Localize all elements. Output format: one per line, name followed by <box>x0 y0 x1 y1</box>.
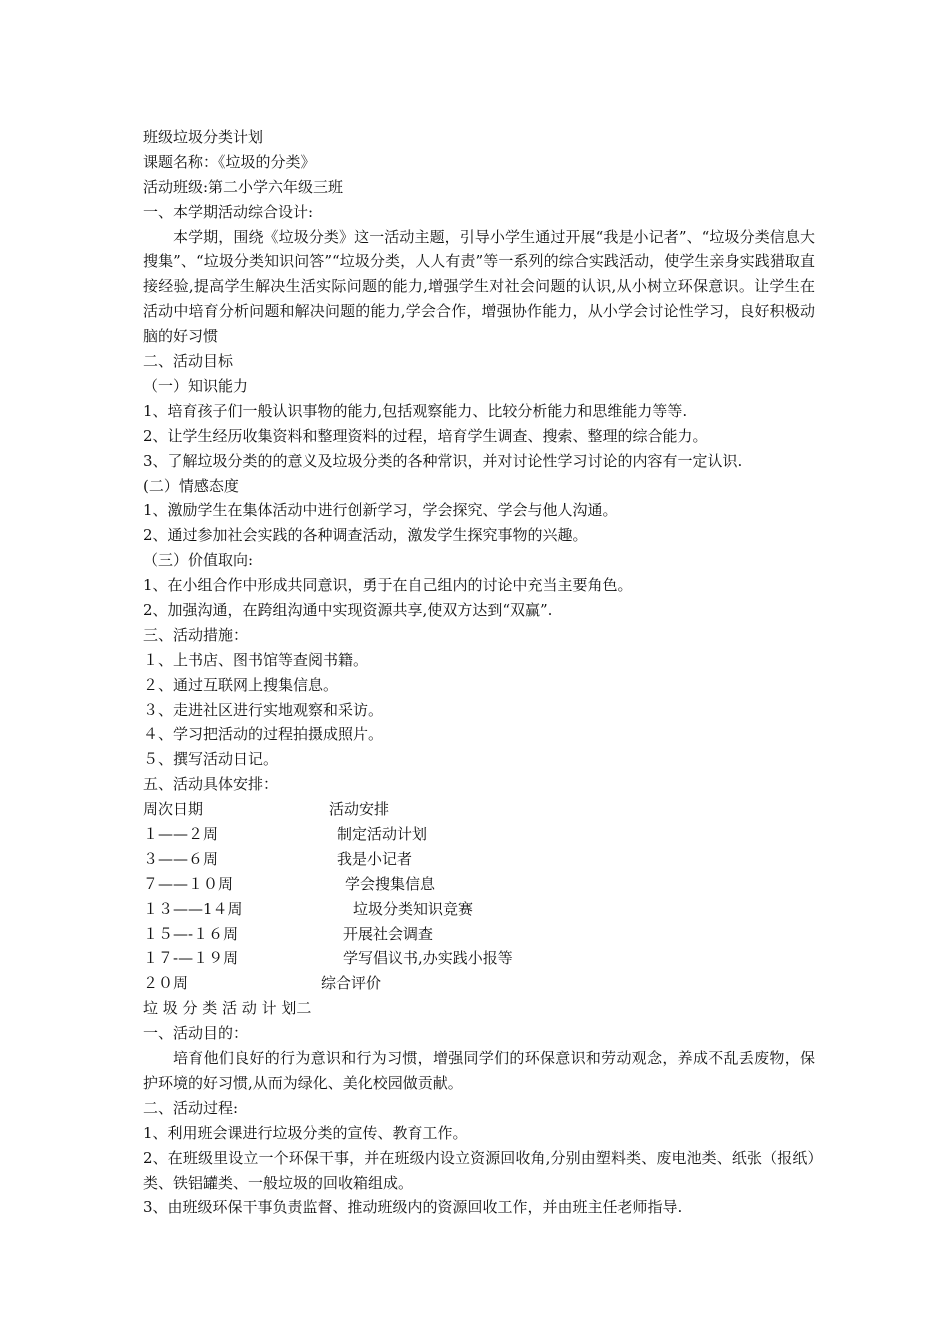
plan-2-title: 垃 圾 分 类 活 动 计 划二 <box>143 999 312 1018</box>
schedule-week: １３——1４周 <box>143 899 243 918</box>
process-item: 2、在班级里设立一个环保干事，并在班级内设立资源回收角,分别由塑料类、废电池类、纸张（报纸）类、铁铝罐类、一般垃圾的回收箱组成。 <box>143 1148 815 1192</box>
goal-1-heading: （一）知识能力 <box>143 376 249 395</box>
class-line: 活动班级:第二小学六年级三班 <box>143 177 344 196</box>
schedule-row <box>143 872 815 897</box>
measure-item: ３、走进社区进行实地观察和采访。 <box>143 700 384 719</box>
measure-item: ２、通过互联网上搜集信息。 <box>143 675 339 694</box>
schedule-row <box>143 971 815 996</box>
section-3-heading: 三、活动措施： <box>143 625 249 644</box>
schedule-activity: 我是小记者 <box>337 849 413 868</box>
schedule-week: １７-—１９周 <box>143 949 239 968</box>
measure-item: ５、撰写活动日记。 <box>143 750 279 769</box>
schedule-week: １——２周 <box>143 825 219 844</box>
goal-3-heading: （三）价值取向: <box>143 551 254 570</box>
plan-2-section-1-paragraph: 培育他们良好的行为意识和行为习惯，增强同学们的环保意识和劳动观念，养成不乱丢废物，保护环境的好习惯,从而为绿化、美化校园做贡献。 <box>143 1049 815 1092</box>
schedule-row <box>143 822 815 847</box>
document-title: 班级垃圾分类计划 <box>143 128 264 146</box>
document-body <box>143 125 815 1220</box>
goal-2-heading: (二）情感态度 <box>143 476 239 495</box>
goal-1-item: 3、了解垃圾分类的的意义及垃圾分类的各种常识，并对讨论性学习讨论的内容有一定认识. <box>143 451 743 470</box>
schedule-row <box>143 897 815 922</box>
measure-item: １、上书店、图书馆等查阅书籍。 <box>143 650 369 669</box>
schedule-week: ３——６周 <box>143 849 219 868</box>
schedule-row <box>143 946 815 971</box>
schedule-activity: 垃圾分类知识竞赛 <box>353 899 474 918</box>
schedule-week: ２０周 <box>143 974 189 993</box>
goal-2-item: 2、通过参加社会实践的各种调查活动，激发学生探究事物的兴趣。 <box>143 526 588 545</box>
subject-line: 课题名称：《垃圾的分类》 <box>143 152 316 171</box>
schedule-week: ７——１０周 <box>143 874 234 893</box>
goal-1-item: 2、让学生经历收集资料和整理资料的过程，培育学生调查、搜索、整理的综合能力。 <box>143 426 708 445</box>
schedule-activity: 开展社会调查 <box>343 924 434 943</box>
measure-item: ４、学习把活动的过程拍摄成照片。 <box>143 725 384 744</box>
schedule-week: １５—-１６周 <box>143 924 239 943</box>
schedule-activity-header: 活动安排 <box>329 800 390 819</box>
section-5-heading: 五、活动具体安排： <box>143 775 279 794</box>
schedule-week-header: 周次日期 <box>143 800 204 819</box>
section-1-heading: 一、本学期活动综合设计: <box>143 202 314 221</box>
goal-1-item: 1、培育孩子们一般认识事物的能力,包括观察能力、比较分析能力和思维能力等等. <box>143 401 688 420</box>
schedule-row <box>143 922 815 947</box>
section-1-paragraph: 本学期，围绕《垃圾分类》这一活动主题，引导小学生通过开展“我是小记者”、“垃圾分类信息大搜集”、“垃圾分类知识问答”“垃圾分类，人人有责”等一系列的综合实践活动，使学生亲身实践猎取直接经验,提高学生解决生活实际问题的能力,增强学生对社会问题的认识,从小树立环保意识。让学生在活动中培育分析问题和解决问题的能力,学会合作，增强协作能力，从小学会讨论性学习，良好积极动脑的好习惯 <box>143 227 815 346</box>
schedule-activity: 综合评价 <box>321 974 382 993</box>
plan-2-section-2-heading: 二、活动过程: <box>143 1098 239 1117</box>
schedule-row <box>143 847 815 872</box>
goal-3-item: 2、加强沟通，在跨组沟通中实现资源共享,使双方达到“双赢”. <box>143 601 553 619</box>
schedule-header <box>143 797 815 822</box>
schedule-activity: 学写倡议书,办实践小报等 <box>343 949 513 968</box>
schedule-activity: 学会搜集信息 <box>345 874 436 893</box>
process-item: 3、由班级环保干事负责监督、推动班级内的资源回收工作，并由班主任老师指导. <box>143 1198 683 1217</box>
goal-3-item: 1、在小组合作中形成共同意识，勇于在自己组内的讨论中充当主要角色。 <box>143 576 633 595</box>
plan-2-section-1-heading: 一、活动目的： <box>143 1024 249 1043</box>
process-item: 1、利用班会课进行垃圾分类的宣传、教育工作。 <box>143 1123 468 1142</box>
schedule-activity: 制定活动计划 <box>337 825 428 844</box>
goal-2-item: 1、激励学生在集体活动中进行创新学习，学会探究、学会与他人沟通。 <box>143 501 618 520</box>
section-2-heading: 二、活动目标 <box>143 352 234 371</box>
